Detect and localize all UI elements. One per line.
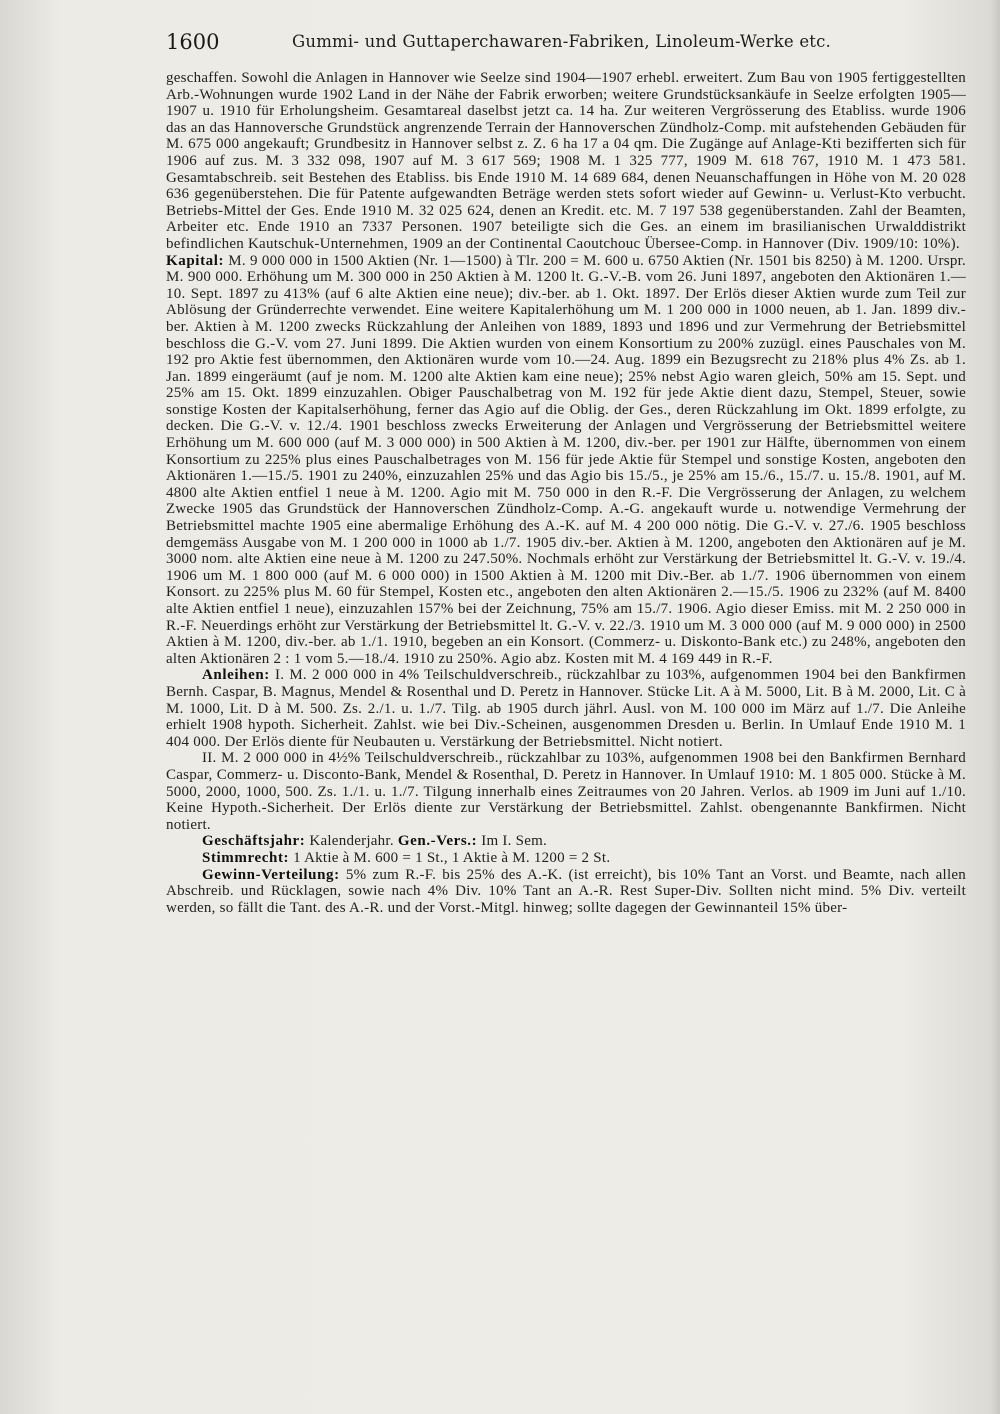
- stimmrecht-label: Stimmrecht:: [202, 849, 290, 866]
- gewinn-section: [166, 867, 966, 917]
- intro-paragraph: geschaffen. Sowohl die Anlagen in Hannover wie Seelze sind 1904—1907 erhebl. erweitert. Zum Bau von 1905 fertiggestellten Arb.-Wohnungen wurde 1902 Land in der Nähe der Fabrik erworben; weitere Grundstücksankäufe in Seelze erfolgten 1905—1907 u. 1910 für Erholungsheim. Gesamtareal daselbst jetzt ca. 14 ha. Zur weiteren Vergrösserung des Etabliss. wurde 1906 das an das Hannoversche Grundstück angrenzende Terrain der Hannoverschen Zündholz-Comp. mit aufstehenden Gebäuden für M. 675 000 angekauft; Grundbesitz in Hannover selbst z. Z. 6 ha 17 a 04 qm. Die Zugänge auf Anlage-Kti bezifferten sich für 1906 auf zus. M. 3 332 098, 1907 auf M. 3 617 569; 1908 M. 1 325 777, 1909 M. 618 767, 1910 M. 1 473 581. Gesamtabschreib. seit Bestehen des Etabliss. bis Ende 1910 M. 14 689 684, denen Neuanschaffungen in Höhe von M. 20 028 636 gegenüberstehen. Die für Patente aufgewandten Beträge werden stets sofort wieder auf Gewinn- u. Verlust-Kto verbucht. Betriebs-Mittel der Ges. Ende 1910 M. 32 025 624, denen an Kredit. etc. M. 7 197 538 gegenüberstanden. Zahl der Beamten, Arbeiter etc. Ende 1910 an 7337 Personen. 1907 beteiligte sich die Ges. an einem im brasilianischen Urwalddistrikt befindlichen Kautschuk-Unternehmen, 1909 an der Continental Caoutchouc Übersee-Comp. in Hannover (Div. 1909/10: 10%).: [166, 70, 966, 252]
- geschaeftsjahr-text: Kalenderjahr.: [309, 833, 394, 850]
- kapital-section: [166, 253, 966, 668]
- anleihen-label: Anleihen:: [202, 667, 270, 684]
- anleihen-section: [166, 667, 966, 750]
- gewinn-text: 5% zum R.-F. bis 25% des A.-K. (ist erreicht), bis 10% Tant an Vorst. und Beamte, nach allen Abschreib. und Rücklagen, sowie nach 4% Div. 10% Tant an A.-R. Rest Super-Div. Sollten nicht mind. 5% Div. verteilt werden, so fällt die Tant. des A.-R. und der Vorst.-Mitgl. hinweg; sollte dagegen der Gewinnanteil 15% über-: [166, 866, 967, 916]
- anleihen-text-1: I. M. 2 000 000 in 4% Teilschuldverschreib., rückzahlbar zu 103%, aufgenommen 1904 bei den Bankfirmen Bernh. Caspar, B. Magnus, Mendel & Rosenthal und D. Peretz in Hannover. Stücke Lit. A à M. 5000, Lit. B à M. 2000, Lit. C à M. 1000, Lit. D à M. 500. Zs. 2./1. u. 1./7. Tilg. ab 1905 durch jährl. Ausl. von M. 100 000 im März auf 1./7. Die Anleihe erhielt 1908 hypoth. Sicherheit. Zahlst. wie bei Div.-Scheinen, ausgenommen Dresden u. Berlin. In Umlauf Ende 1910 M. 1 404 000. Der Erlös diente für Neubauten u. Verstärkung der Betriebsmittel. Nicht notiert.: [166, 667, 966, 750]
- stimmrecht-line: [166, 850, 966, 867]
- geschaeftsjahr-line: [166, 833, 966, 850]
- geschaeftsjahr-label: Geschäftsjahr:: [202, 833, 306, 850]
- gewinn-label: Gewinn-Verteilung:: [202, 866, 340, 883]
- stimmrecht-text: 1 Aktie à M. 600 = 1 St., 1 Aktie à M. 1200 = 2 St.: [293, 849, 611, 866]
- kapital-label: Kapital:: [166, 252, 225, 269]
- running-title: Gummi- und Guttaperchawaren-Fabriken, Linoleum-Werke etc.: [292, 32, 832, 51]
- anleihen-paragraph-2: II. M. 2 000 000 in 4½% Teilschuldverschreib., rückzahlbar zu 103%, aufgenommen 1908 bei den Bankfirmen Bernhard Caspar, Commerz- u. Disconto-Bank, Mendel & Rosenthal, D. Peretz in Hannover. In Umlauf 1910: M. 1 805 000. Stücke à M. 5000, 2000, 1000, 500. Zs. 1./1. u. 1./7. Tilgung innerhalb eines Zeitraumes von 20 Jahren. Verlos. ab 1909 im Juni auf 1./10. Keine Hypoth.-Sicherheit. Der Erlös diente zur Verstärkung der Betriebsmittel. Zahlst. obengenannte Bankfirmen. Nicht notiert.: [166, 750, 966, 833]
- body-text: [166, 70, 966, 1390]
- kapital-text: M. 9 000 000 in 1500 Aktien (Nr. 1—1500) à Tlr. 200 = M. 600 u. 6750 Aktien (Nr. 1501 bis 8250) à M. 1200. Urspr. M. 900 000. Erhöhung um M. 300 000 in 250 Aktien à M. 1200 lt. G.-V.-B. vom 26. Juni 1897, angeboten den Aktionären 1.—10. Sept. 1897 zu 413% (auf 6 alte Aktien eine neue); div.-ber. ab 1. Okt. 1897. Der Erlös dieser Aktien wurde zum Teil zur Ablösung der Gründerrechte verwendet. Eine weitere Kapitalerhöhung um M. 1 200 000 in 1000 neuen, ab 1. Jan. 1899 div.-ber. Aktien à M. 1200 zwecks Rückzahlung der Anleihen von 1889, 1893 und 1896 und zur Vermehrung der Betriebsmittel beschloss die G.-V. vom 27. Juni 1899. Die Aktien wurden von einem Konsortium zu 200% zuzügl. eines Pauschales von M. 192 pro Aktie fest übernommen, den Aktionären wurde vom 10.—24. Aug. 1899 ein Bezugsrecht zu 218% plus 4% Zs. ab 1. Jan. 1899 eingeräumt (auf je nom. M. 1200 alte Aktien kam eine neue); 25% nebst Agio waren gleich, 50% am 15. Sept. und 25% am 15. Okt. 1899 einzuzahlen. Obiger Pauschalbetrag von M. 192 für jede Aktie dient dazu, Stempel, Steuer, sowie sonstige Kosten der Kapitalserhöhung, ferner das Agio auf die Oblig. der Ges., deren Rückzahlung im Okt. 1899 erfolgte, zu decken. Die G.-V. v. 12./4. 1901 beschloss zwecks Erweiterung der Anlagen und Vergrösserung der Betriebsmittel weitere Erhöhung um M. 600 000 (auf M. 3 000 000) in 500 Aktien à M. 1200, div.-ber. per 1901 zur Hälfte, übernommen von einem Konsortium zu 225% plus eines Pauschalbetrages von M. 156 für jede Aktie für Stempel und sonstige Kosten, angeboten den Aktionären 1.—15./5. 1901 zu 240%, einzuzahlen 25% und das Agio bis 15./5., je 25% am 15./6., 15./7. u. 15./8. 1901, auf M. 4800 alte Aktien entfiel 1 neue à M. 1200. Agio mit M. 750 000 in den R.-F. Die Vergrösserung der Anlagen, zu welchem Zwecke 1905 das Grundstück der Hannoverschen Zündholz-Comp. A.-G. angekauft wurde u. notwendige Vermehrung der Betriebsmittel machte 1905 eine abermalige Erhöhung des A.-K. auf M. 4 200 000 nötig. Die G.-V. v. 27./6. 1905 beschloss demgemäss Ausgabe von M. 1 200 000 in 1000 ab 1./7. 1905 div.-ber. Aktien à M. 1200, angeboten den Aktionären auf je M. 3000 nom. alte Aktien eine neue à M. 1200 zu 247.50%. Nochmals erhöht zur Verstärkung der Betriebsmittel lt. G.-V. v. 19./4. 1906 um M. 1 800 000 (auf M. 6 000 000) in 1500 Aktien à M. 1200 mit Div.-Ber. ab 1./7. 1906 übernommen von einem Konsort. zu 225% plus M. 60 für Stempel, Kosten etc., angeboten den alten Aktionären 2.—15./5. 1906 zu 232% (auf M. 8400 alte Aktien entfiel 1 neue), einzuzahlen 157% bei der Zeichnung, 75% am 15./7. 1906. Agio dieser Emiss. mit M. 2 250 000 in R.-F. Neuerdings erhöht zur Verstärkung der Betriebsmittel lt. G.-V. v. 22./3. 1910 um M. 3 000 000 (auf M. 9 000 000) in 2500 Aktien à M. 1200, div.-ber. ab 1./1. 1910, begeben an ein Konsort. (Commerz- u. Diskonto-Bank etc.) zu 248%, angeboten den alten Aktionären 2 : 1 vom 5.—18./4. 1910 zu 250%. Agio abz. Kosten mit M. 4 169 449 in R.-F.: [166, 252, 966, 667]
- gen-vers-text: Im I. Sem.: [481, 833, 548, 850]
- page-number: 1600: [166, 30, 220, 54]
- gen-vers-label: Gen.-Vers.:: [397, 833, 478, 850]
